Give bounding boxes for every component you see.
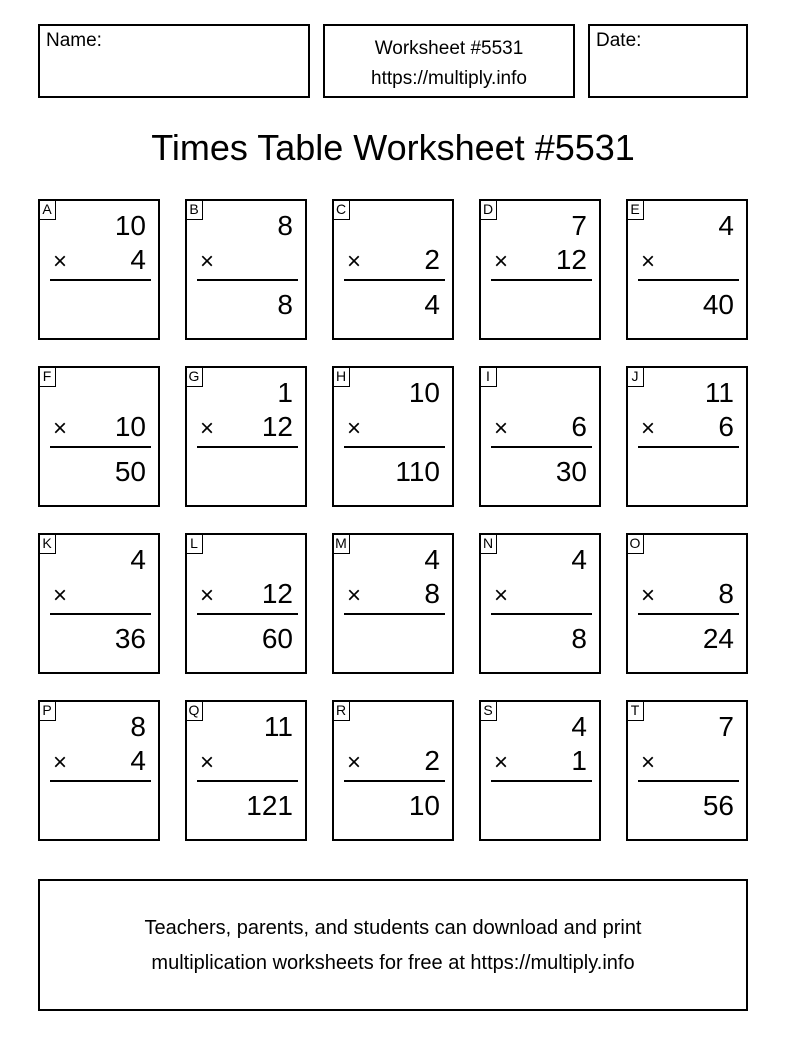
answer[interactable]: 8	[571, 623, 587, 654]
answer-line	[50, 613, 151, 615]
multiply-sign: ×	[347, 749, 362, 776]
top-number: 10	[114, 210, 146, 241]
date-label: Date:	[596, 30, 642, 51]
problem-card	[332, 366, 454, 507]
problem-card	[626, 533, 748, 674]
problem-letter: M	[332, 533, 350, 554]
multiply-sign: ×	[200, 415, 215, 442]
problem-card	[185, 533, 307, 674]
problem-card	[479, 366, 601, 507]
answer[interactable]: 56	[702, 790, 734, 821]
footer-note	[38, 879, 748, 1011]
problem-card	[38, 700, 160, 841]
multiply-sign: ×	[200, 248, 215, 275]
bottom-number: 6	[571, 411, 587, 442]
worksheet-info-box	[323, 24, 575, 98]
top-number: 4	[571, 544, 587, 575]
problem-letter: B	[185, 199, 203, 220]
multiply-sign: ×	[494, 582, 509, 609]
problem-card	[479, 533, 601, 674]
multiply-sign: ×	[53, 582, 68, 609]
multiply-sign: ×	[200, 582, 215, 609]
answer[interactable]: 50	[114, 456, 146, 487]
answer[interactable]: 24	[702, 623, 734, 654]
bottom-number: 1	[571, 745, 587, 776]
multiply-sign: ×	[347, 582, 362, 609]
answer[interactable]: 121	[246, 790, 293, 821]
bottom-number: 2	[424, 745, 440, 776]
answer[interactable]: 60	[261, 623, 293, 654]
problem-card	[479, 700, 601, 841]
problem-letter: R	[332, 700, 350, 721]
problem-card	[185, 366, 307, 507]
top-number: 4	[571, 711, 587, 742]
problem-letter: H	[332, 366, 350, 387]
bottom-number: 10	[114, 411, 146, 442]
top-number: 7	[718, 711, 734, 742]
multiply-sign: ×	[53, 248, 68, 275]
problem-letter: J	[626, 366, 644, 387]
multiply-sign: ×	[641, 248, 656, 275]
top-number: 8	[130, 711, 146, 742]
footer-line-2: multiplication worksheets for free at https://multiply.info	[151, 952, 635, 974]
answer-line	[491, 279, 592, 281]
answer[interactable]: 4	[424, 289, 440, 320]
answer[interactable]: 40	[702, 289, 734, 320]
bottom-number: 8	[718, 578, 734, 609]
answer-line	[638, 446, 739, 448]
problem-letter: K	[38, 533, 56, 554]
footer-line-1: Teachers, parents, and students can download and print	[144, 917, 642, 939]
problem-letter: A	[38, 199, 56, 220]
problem-letter: N	[479, 533, 497, 554]
problem-letter: F	[38, 366, 56, 387]
top-number: 7	[571, 210, 587, 241]
problem-letter: E	[626, 199, 644, 220]
answer-line	[638, 780, 739, 782]
problem-letter: C	[332, 199, 350, 220]
answer-line	[344, 613, 445, 615]
multiply-sign: ×	[494, 749, 509, 776]
multiply-sign: ×	[494, 415, 509, 442]
answer-line	[491, 613, 592, 615]
bottom-number: 4	[130, 244, 146, 275]
problem-letter: T	[626, 700, 644, 721]
answer[interactable]: 36	[114, 623, 146, 654]
top-number: 11	[263, 711, 293, 742]
answer-line	[197, 279, 298, 281]
worksheet-url: https://multiply.info	[371, 68, 527, 89]
answer-line	[344, 446, 445, 448]
problem-card	[332, 533, 454, 674]
top-number: 4	[130, 544, 146, 575]
problem-card	[185, 700, 307, 841]
top-number: 4	[718, 210, 734, 241]
bottom-number: 12	[261, 578, 293, 609]
answer-line	[491, 780, 592, 782]
answer-line	[50, 279, 151, 281]
multiply-sign: ×	[200, 749, 215, 776]
multiply-sign: ×	[347, 415, 362, 442]
problem-card	[479, 199, 601, 340]
answer-line	[344, 279, 445, 281]
answer-line	[197, 613, 298, 615]
answer[interactable]: 110	[395, 456, 440, 487]
problem-card	[626, 199, 748, 340]
multiply-sign: ×	[641, 582, 656, 609]
problem-card	[626, 366, 748, 507]
top-number: 10	[408, 377, 440, 408]
multiply-sign: ×	[641, 749, 656, 776]
top-number: 8	[277, 210, 293, 241]
multiply-sign: ×	[641, 415, 656, 442]
answer[interactable]: 10	[408, 790, 440, 821]
answer[interactable]: 8	[277, 289, 293, 320]
bottom-number: 2	[424, 244, 440, 275]
answer-line	[197, 446, 298, 448]
answer-line	[197, 780, 298, 782]
answer-line	[638, 279, 739, 281]
answer-line	[344, 780, 445, 782]
bottom-number: 6	[718, 411, 734, 442]
multiply-sign: ×	[494, 248, 509, 275]
problem-letter: S	[479, 700, 497, 721]
top-number: 1	[277, 377, 293, 408]
date-field[interactable]	[588, 24, 748, 98]
multiply-sign: ×	[53, 749, 68, 776]
answer-line	[638, 613, 739, 615]
top-number: 4	[424, 544, 440, 575]
problem-letter: P	[38, 700, 56, 721]
problem-letter: L	[185, 533, 203, 554]
name-label: Name:	[46, 30, 102, 51]
worksheet-number: Worksheet #5531	[374, 38, 524, 59]
problem-letter: O	[626, 533, 644, 554]
problem-card	[38, 533, 160, 674]
problem-card	[38, 366, 160, 507]
bottom-number: 4	[130, 745, 146, 776]
name-field[interactable]	[38, 24, 310, 98]
bottom-number: 8	[424, 578, 440, 609]
multiply-sign: ×	[53, 415, 68, 442]
bottom-number: 12	[261, 411, 293, 442]
problem-card	[38, 199, 160, 340]
problem-letter: Q	[185, 700, 203, 721]
problem-letter: I	[479, 366, 497, 387]
top-number: 11	[704, 377, 734, 408]
multiply-sign: ×	[347, 248, 362, 275]
answer[interactable]: 30	[555, 456, 587, 487]
problem-letter: G	[185, 366, 203, 387]
problem-card	[332, 700, 454, 841]
page-title: Times Table Worksheet #5531	[151, 127, 635, 168]
problem-card	[332, 199, 454, 340]
answer-line	[50, 780, 151, 782]
bottom-number: 12	[555, 244, 587, 275]
problem-letter: D	[479, 199, 497, 220]
problem-card	[626, 700, 748, 841]
answer-line	[491, 446, 592, 448]
answer-line	[50, 446, 151, 448]
problem-card	[185, 199, 307, 340]
